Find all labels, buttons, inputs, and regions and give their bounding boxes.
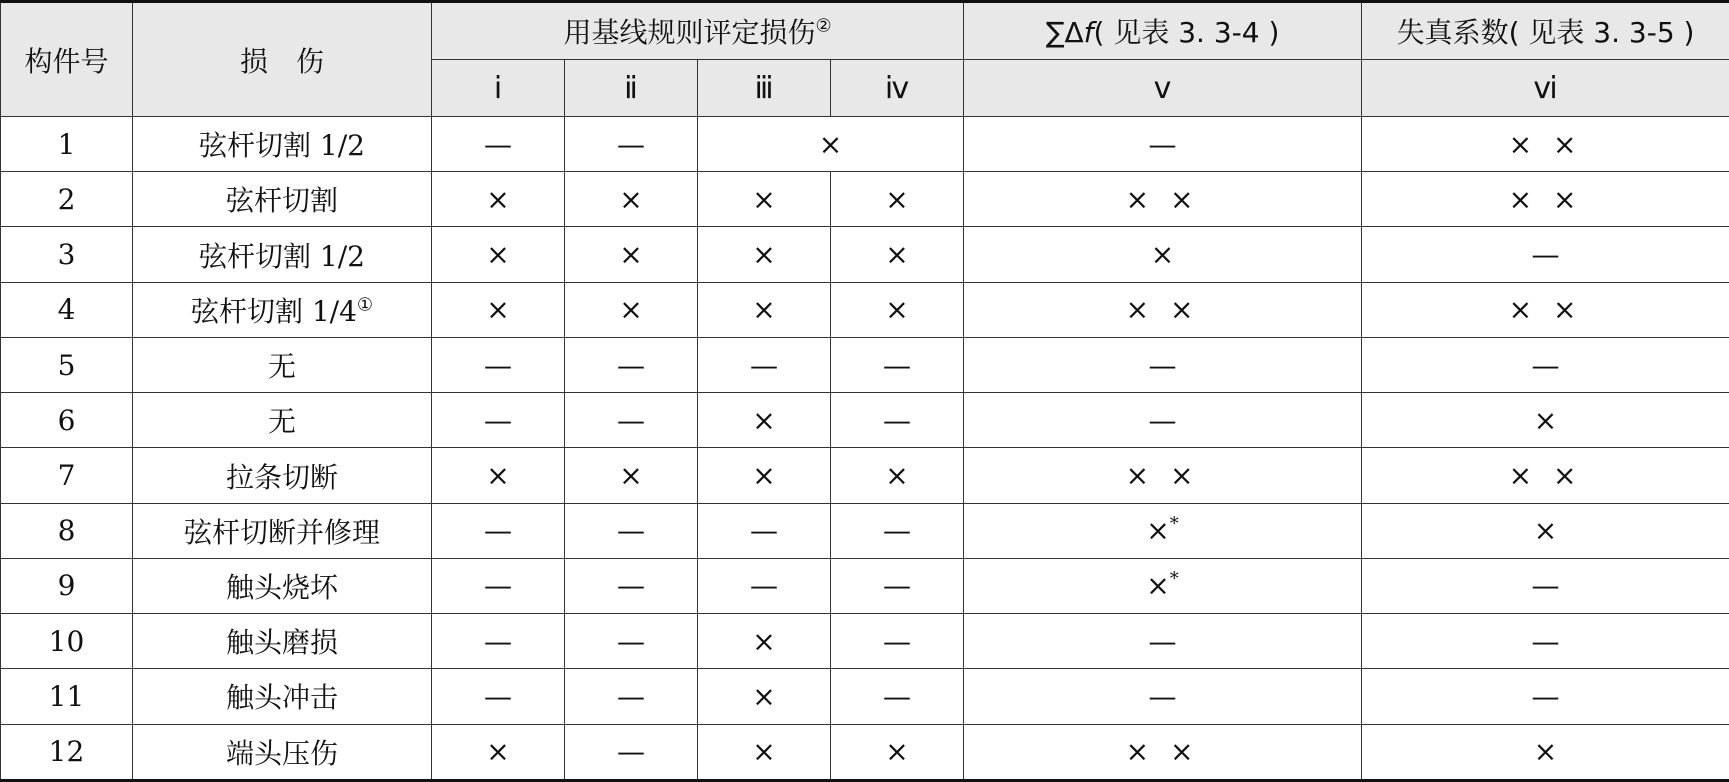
table-row xyxy=(1,172,1729,227)
cell-v: — xyxy=(964,614,1362,669)
header-baseline-group xyxy=(432,2,964,60)
cell-v-note: * xyxy=(1169,569,1179,591)
cell-damage-note: ① xyxy=(356,294,374,316)
cell-id: 9 xyxy=(1,558,133,613)
cell-vi: — xyxy=(1362,614,1729,669)
cell-ii: — xyxy=(565,337,698,392)
cell-iv: × xyxy=(831,724,964,780)
cell-damage: 弦杆切割 1/2 xyxy=(133,117,432,172)
table-row xyxy=(1,282,1729,337)
cell-i: — xyxy=(432,393,565,448)
cell-ii: × xyxy=(565,172,698,227)
header-sub-ii: ⅱ xyxy=(565,60,698,117)
cell-iii: × xyxy=(698,448,831,503)
cell-iii: × xyxy=(698,724,831,780)
cell-vi: × xyxy=(1362,724,1729,780)
cell-iv: × xyxy=(831,172,964,227)
cell-v-text: × xyxy=(1146,514,1170,548)
cell-v: — xyxy=(964,393,1362,448)
cell-id: 2 xyxy=(1,172,133,227)
cell-ii: — xyxy=(565,393,698,448)
table-row xyxy=(1,558,1729,613)
table-row xyxy=(1,227,1729,282)
cell-vi: — xyxy=(1362,337,1729,392)
cell-iii: × xyxy=(698,227,831,282)
cell-damage: 端头压伤 xyxy=(133,724,432,780)
cell-i: × xyxy=(432,724,565,780)
cell-iii-iv-merged: × xyxy=(698,117,964,172)
cell-damage: 触头冲击 xyxy=(133,669,432,724)
header-row-1 xyxy=(1,2,1729,60)
cell-id: 12 xyxy=(1,724,133,780)
cell-damage: 无 xyxy=(133,337,432,392)
cell-i: — xyxy=(432,669,565,724)
cell-iv: — xyxy=(831,337,964,392)
cell-iv: — xyxy=(831,503,964,558)
cell-i: — xyxy=(432,503,565,558)
cell-id: 3 xyxy=(1,227,133,282)
cell-iv: × xyxy=(831,282,964,337)
table-row xyxy=(1,448,1729,503)
cell-damage-text: 弦杆切割 1/4 xyxy=(190,294,357,328)
cell-iii: — xyxy=(698,337,831,392)
table-row xyxy=(1,614,1729,669)
cell-ii: — xyxy=(565,724,698,780)
cell-iii: × xyxy=(698,393,831,448)
header-sub-iv: ⅳ xyxy=(831,60,964,117)
cell-damage xyxy=(133,282,432,337)
table-body xyxy=(1,117,1729,781)
table-row xyxy=(1,337,1729,392)
cell-i: — xyxy=(432,614,565,669)
cell-id: 1 xyxy=(1,117,133,172)
cell-iv: — xyxy=(831,558,964,613)
cell-vi: × × xyxy=(1362,282,1729,337)
cell-i: — xyxy=(432,337,565,392)
table-row xyxy=(1,669,1729,724)
cell-vi: × xyxy=(1362,503,1729,558)
cell-vi: × × xyxy=(1362,172,1729,227)
header-sub-iii: ⅲ xyxy=(698,60,831,117)
cell-iv: × xyxy=(831,227,964,282)
cell-v xyxy=(964,503,1362,558)
table-header xyxy=(1,2,1729,117)
cell-iii: × xyxy=(698,669,831,724)
header-member-id: 构件号 xyxy=(1,2,133,117)
cell-damage: 触头磨损 xyxy=(133,614,432,669)
table-row xyxy=(1,503,1729,558)
cell-iv: — xyxy=(831,614,964,669)
cell-id: 4 xyxy=(1,282,133,337)
table-row xyxy=(1,724,1729,780)
header-distortion: 失真系数( 见表 3. 3-5 ) xyxy=(1362,2,1729,60)
header-sum-italic-f: f xyxy=(1083,16,1094,49)
cell-i: — xyxy=(432,558,565,613)
cell-vi: × xyxy=(1362,393,1729,448)
cell-i: × xyxy=(432,282,565,337)
cell-v: — xyxy=(964,669,1362,724)
cell-damage: 无 xyxy=(133,393,432,448)
cell-id: 10 xyxy=(1,614,133,669)
cell-ii: × xyxy=(565,227,698,282)
cell-id: 7 xyxy=(1,448,133,503)
cell-i: — xyxy=(432,117,565,172)
cell-vi: — xyxy=(1362,558,1729,613)
cell-ii: — xyxy=(565,117,698,172)
cell-damage: 弦杆切割 1/2 xyxy=(133,227,432,282)
header-sum-delta-f xyxy=(964,2,1362,60)
header-sub-i: ⅰ xyxy=(432,60,565,117)
table-row xyxy=(1,117,1729,172)
cell-iii: — xyxy=(698,558,831,613)
header-sub-vi: ⅵ xyxy=(1362,60,1729,117)
cell-ii: — xyxy=(565,503,698,558)
cell-i: × xyxy=(432,448,565,503)
cell-v-text: × xyxy=(1146,569,1170,603)
cell-id: 6 xyxy=(1,393,133,448)
cell-v: — xyxy=(964,337,1362,392)
cell-id: 11 xyxy=(1,669,133,724)
cell-v: × × xyxy=(964,724,1362,780)
cell-iii: — xyxy=(698,503,831,558)
cell-ii: — xyxy=(565,558,698,613)
cell-v xyxy=(964,558,1362,613)
cell-i: × xyxy=(432,172,565,227)
cell-v: — xyxy=(964,117,1362,172)
table-row xyxy=(1,393,1729,448)
cell-v: × × xyxy=(964,448,1362,503)
cell-damage: 弦杆切割 xyxy=(133,172,432,227)
cell-iv: — xyxy=(831,393,964,448)
cell-iv: — xyxy=(831,669,964,724)
cell-v-note: * xyxy=(1169,513,1179,535)
cell-damage: 拉条切断 xyxy=(133,448,432,503)
cell-iii: × xyxy=(698,614,831,669)
cell-iv: × xyxy=(831,448,964,503)
cell-ii: — xyxy=(565,614,698,669)
header-sum-suffix: ( 见表 3. 3-4 ) xyxy=(1093,16,1280,49)
cell-damage: 触头烧坏 xyxy=(133,558,432,613)
cell-ii: × xyxy=(565,448,698,503)
cell-id: 8 xyxy=(1,503,133,558)
cell-v: × × xyxy=(964,172,1362,227)
header-baseline-text: 用基线规则评定损伤 xyxy=(563,16,816,49)
cell-v: × xyxy=(964,227,1362,282)
cell-vi: × × xyxy=(1362,448,1729,503)
cell-iii: × xyxy=(698,172,831,227)
cell-ii: — xyxy=(565,669,698,724)
cell-ii: × xyxy=(565,282,698,337)
cell-v: × × xyxy=(964,282,1362,337)
header-sub-v: ⅴ xyxy=(964,60,1362,117)
cell-i: × xyxy=(432,227,565,282)
cell-vi: × × xyxy=(1362,117,1729,172)
cell-id: 5 xyxy=(1,337,133,392)
header-sum-prefix: ∑Δ xyxy=(1045,16,1084,49)
header-baseline-note: ② xyxy=(815,15,832,37)
cell-vi: — xyxy=(1362,669,1729,724)
cell-vi: — xyxy=(1362,227,1729,282)
cell-iii: × xyxy=(698,282,831,337)
cell-damage: 弦杆切断并修理 xyxy=(133,503,432,558)
header-damage: 损 伤 xyxy=(133,2,432,117)
